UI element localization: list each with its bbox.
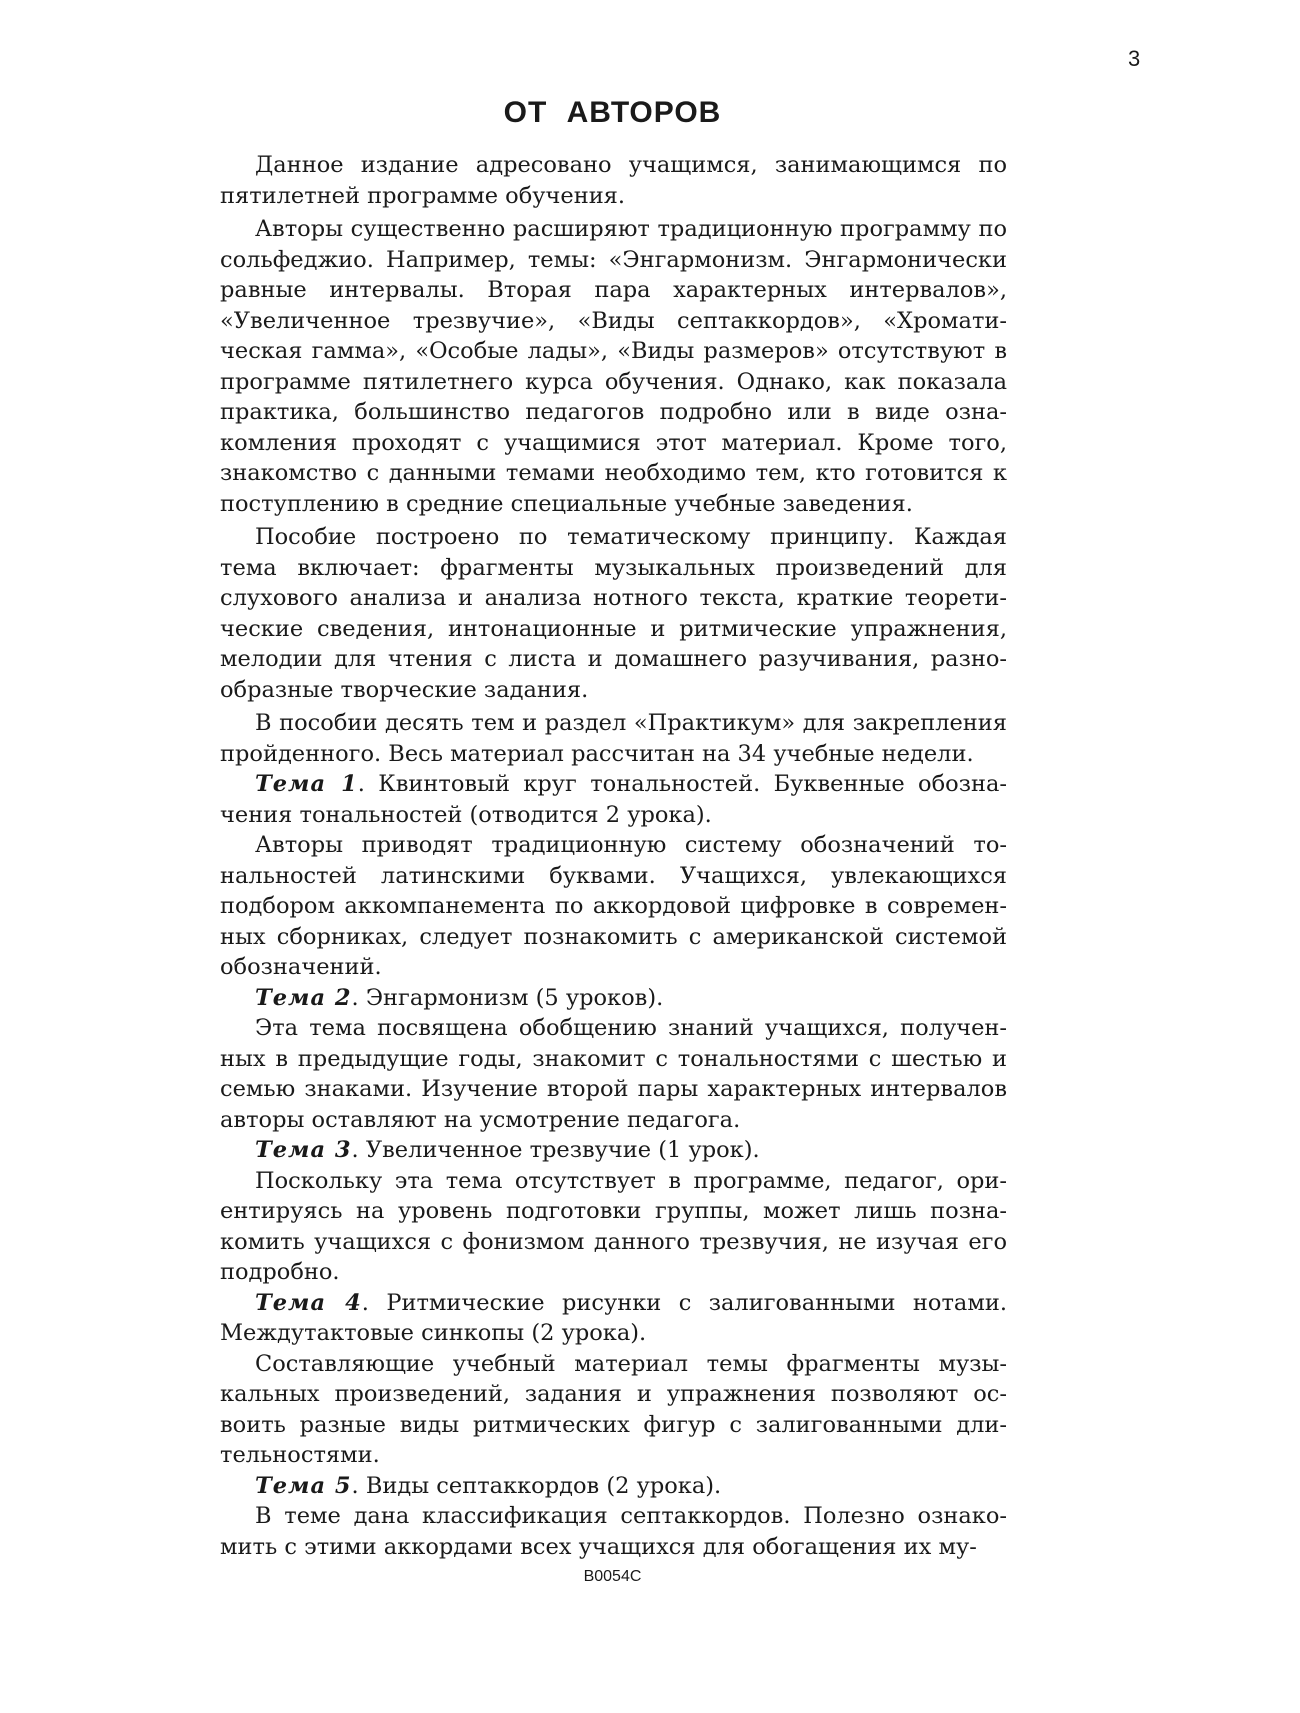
page-title: ОТ АВТОРОВ (503, 96, 722, 129)
paragraph-text: В теме дана классификация септаккордов. Полезно ознакомить с этими аккордами всех учащихся для обогащения их му- (220, 1503, 1007, 1560)
paragraph (220, 1501, 1007, 1562)
body-text (220, 150, 1007, 1562)
paragraph-text: . Увеличенное трезвучие (1 урок). (351, 1137, 760, 1163)
paragraph (220, 522, 1007, 705)
tema-paragraph (220, 769, 1007, 830)
footer-code: В0054С (583, 1568, 642, 1585)
paragraph-text: В пособии десять тем и раздел «Практикум» для закрепления пройденного. Весь материал рассчитан на 34 учебные недели. (220, 710, 1007, 767)
paragraph-text: . Квинтовый круг тональностей. Буквенные обозначения тональностей (отводится 2 урока). (220, 771, 1007, 828)
tema-label: Тема 4 (255, 1289, 362, 1316)
paragraph-text: . Ритмические рисунки с залигованными нотами. Междутактовые синкопы (2 урока). (220, 1289, 1007, 1346)
paragraph (220, 150, 1007, 211)
tema-label: Тема 5 (255, 1472, 352, 1499)
paragraph-text: Авторы существенно расширяют традиционную программу по сольфеджио. Например, темы: «Энгармонизм. Энгармонически равные интервалы. Вторая пара характерных интервалов», «Увеличенное трезвучие», «Виды септаккордов», «Хроматическая гамма», «Особые лады», «Виды размеров» отсутствуют в программе пятилетнего курса обучения. Однако, как показала практика, большинство педагогов подробно или в виде ознакомления проходят с учащимися этот материал. Кроме того, знакомство с данными темами необходимо тем, кто готовится к поступлению в средние специальные учебные заведения. (220, 216, 1007, 517)
page-number: 3 (1128, 46, 1141, 71)
tema-paragraph (220, 1288, 1007, 1349)
paragraph (220, 1166, 1007, 1288)
paragraph-text: . Энгармонизм (5 уроков). (351, 984, 664, 1011)
paragraph-text: . Виды септаккордов (2 урока). (351, 1472, 722, 1499)
paragraph (220, 214, 1007, 519)
paragraph (220, 1349, 1007, 1471)
tema-paragraph (220, 983, 1007, 1014)
tema-label: Тема 1 (255, 771, 358, 797)
paragraph-text: Данное издание адресовано учащимся, занимающимся по пятилетней программе обучения. (220, 152, 1007, 209)
paragraph (220, 708, 1007, 769)
paragraph-text: Пособие построено по тематическому принципу. Каждая тема включает: фрагменты музыкальных произведений для слухового анализа и анализа нотного текста, краткие теоретические сведения, интонационные и ритмические упражнения, мелодии для чтения с листа и домашнего разучивания, разнообразные творческие задания. (220, 524, 1007, 703)
tema-label: Тема 2 (255, 984, 352, 1011)
tema-paragraph (220, 1471, 1007, 1502)
tema-paragraph (220, 1135, 1007, 1166)
paragraph (220, 1013, 1007, 1135)
paragraph (220, 830, 1007, 983)
paragraph-text: Эта тема посвящена обобщению знаний учащихся, полученных в предыдущие годы, знакомит с тональностями с шестью и семью знаками. Изучение второй пары характерных интервалов авторы оставляют на усмотрение педагога. (220, 1015, 1007, 1133)
tema-label: Тема 3 (255, 1137, 352, 1163)
paragraph-text: Авторы приводят традиционную систему обозначений тональностей латинскими буквами. Учащихся, увлекающихся подбором аккомпанемента по аккордовой цифровке в современных сборниках, следует познакомить с американской системой обозначений. (220, 832, 1007, 980)
paragraph-text: Поскольку эта тема отсутствует в программе, педагог, ориентируясь на уровень подготовки группы, может лишь познакомить учащихся с фонизмом данного трезвучия, не изучая его подробно. (220, 1167, 1007, 1285)
paragraph-text: Составляющие учебный материал темы фрагменты музыкальных произведений, задания и упражнения позволяют освоить разные виды ритмических фигур с залигованными длительностями. (220, 1350, 1007, 1468)
